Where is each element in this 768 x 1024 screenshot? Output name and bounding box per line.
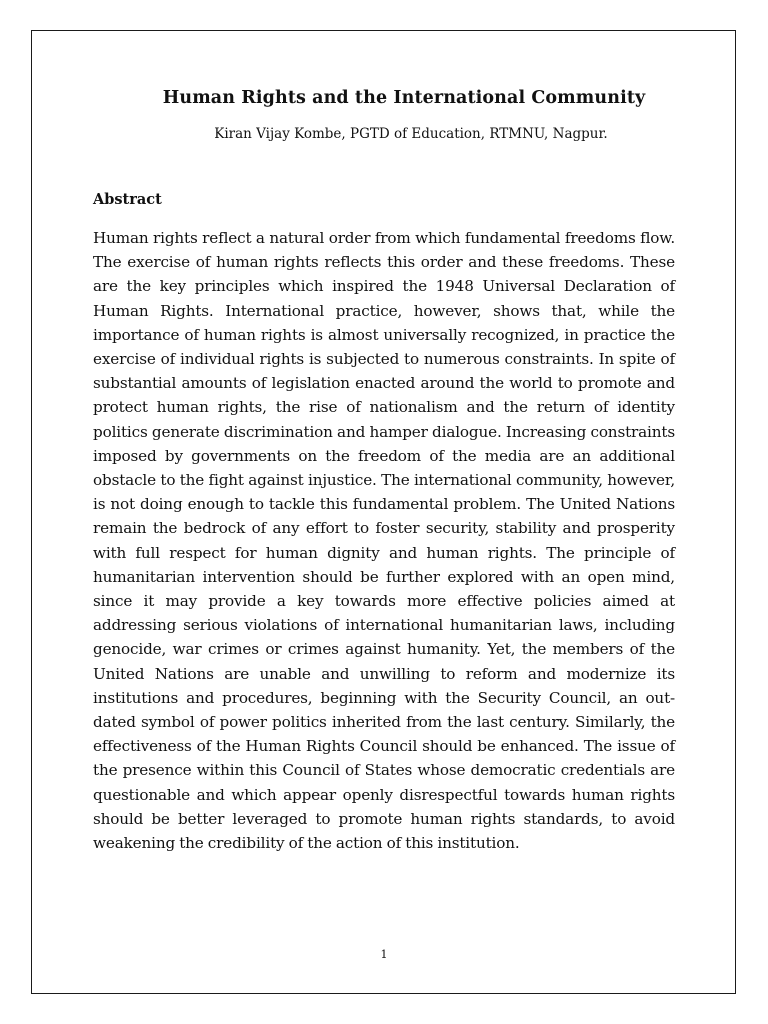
page-number: 1 (380, 948, 388, 961)
document-title: Human Rights and the International Community (162, 88, 646, 108)
abstract-paragraph: Human rights reflect a natural order from which fundamental freedoms flow. The exercise of human rights reflects this order and these freedoms. These are the key principles which inspired the 1948 Universal Declaration of Human Rights. International practice, however, shows that, while the importance of human rights is almost universally recognized, in practice the exercise of individual rights is subjected to numerous constraints. In spite of substantial amounts of legislation enacted around the world to promote and protect human rights, the rise of nationalism and the return of identity politics generate discrimination and hamper dialogue. Increasing constraints imposed by governments on the freedom of the media are an additional obstacle to the fight against injustice. The international community, however, is not doing enough to tackle this fundamental problem. The United Nations remain the bedrock of any effort to foster security, stability and prosperity with full respect for human dignity and human rights. The principle of humanitarian intervention should be further explored with an open mind, since it may provide a key towards more effective policies aimed at addressing serious violations of international humanitarian laws, including genocide, war crimes or crimes against humanity. Yet, the members of the United Nations are unable and unwilling to reform and modernize its institutions and procedures, beginning with the Security Council, an out-dated symbol of power politics inherited from the last century. Similarly, the effectiveness of the Human Rights Council should be enhanced. The issue of the presence within this Council of States whose democratic credentials are questionable and which appear openly disrespectful towards human rights should be better leveraged to promote human rights standards, to avoid weakening the credibility of the action of this institution. (93, 229, 675, 853)
abstract-heading: Abstract (93, 191, 162, 208)
author-line: Kiran Vijay Kombe, PGTD of Education, RTMNU, Nagpur. (214, 126, 608, 142)
